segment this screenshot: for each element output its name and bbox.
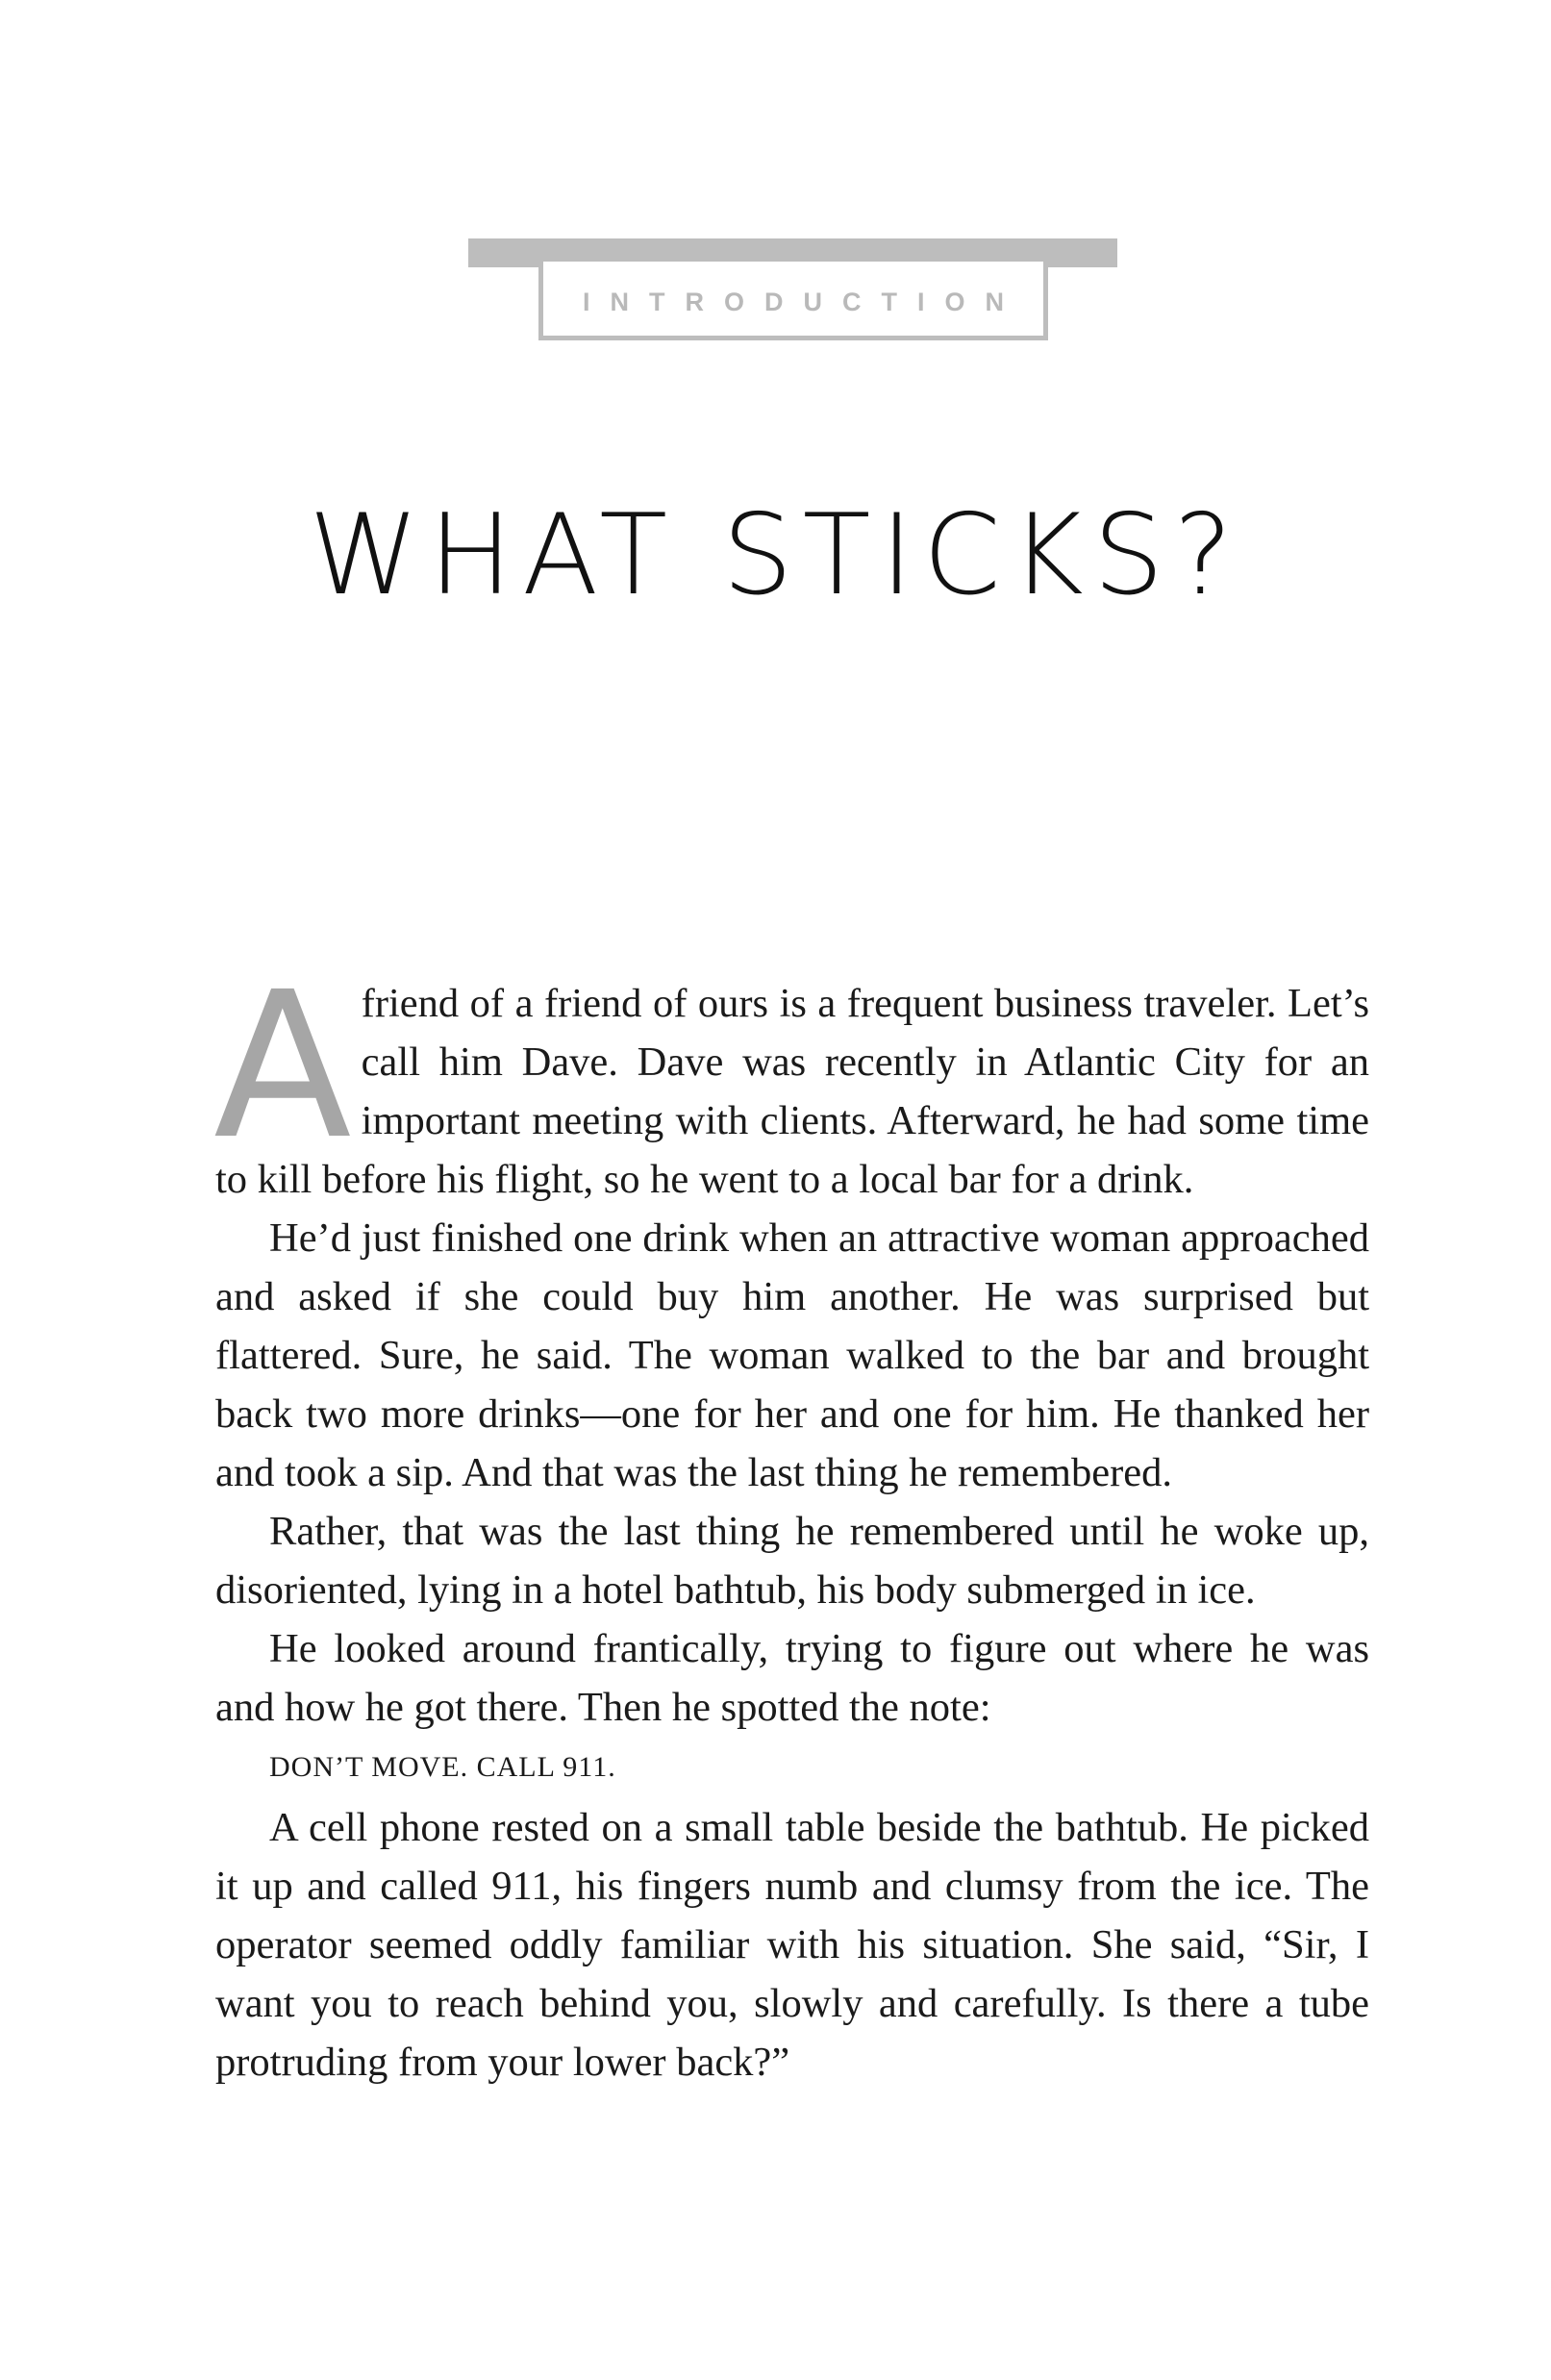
chapter-title: WHAT STICKS? [309, 490, 1242, 620]
note-text: DON’T MOVE. CALL 911. [269, 1751, 616, 1783]
paragraph-1-text: friend of a friend of ours is a frequent business traveler. Let’s call him Dave. Dave was recently in Atlantic City for an important meeting with clients. Afterward, he had some time to kill before his flight, so he went to a local bar for a drink. [215, 981, 1369, 1202]
section-label: INTRODUCTION [583, 288, 1024, 316]
paragraph-2: He’d just finished one drink when an attractive woman approached and asked if she could buy him another. He was surprised but flattered. Sure, he said. The woman walked to the bar and brought back two more drinks—one for her and one for him. He thanked her and took a sip. And that was the last thing he remembered. [215, 1215, 1369, 1495]
drop-cap: A [213, 948, 352, 1184]
paragraph-5: A cell phone rested on a small table beside the bathtub. He picked it up and called 911, his fingers numb and clumsy from the ice. The operator seemed oddly familiar with his situation. She said, “Sir, I want you to reach behind you, slowly and carefully. Is there a tube protruding from your lower back?” [215, 1805, 1369, 2085]
paragraph-3: Rather, that was the last thing he remembered until he woke up, disoriented, lying in a hotel bathtub, his body submerged in ice. [215, 1509, 1369, 1613]
paragraph-1 [213, 948, 1369, 1209]
section-header-box [538, 262, 1048, 340]
body-text [213, 948, 1369, 2092]
paragraph-4: He looked around frantically, trying to figure out where he was and how he got there. Then he spotted the note: [215, 1626, 1369, 1730]
